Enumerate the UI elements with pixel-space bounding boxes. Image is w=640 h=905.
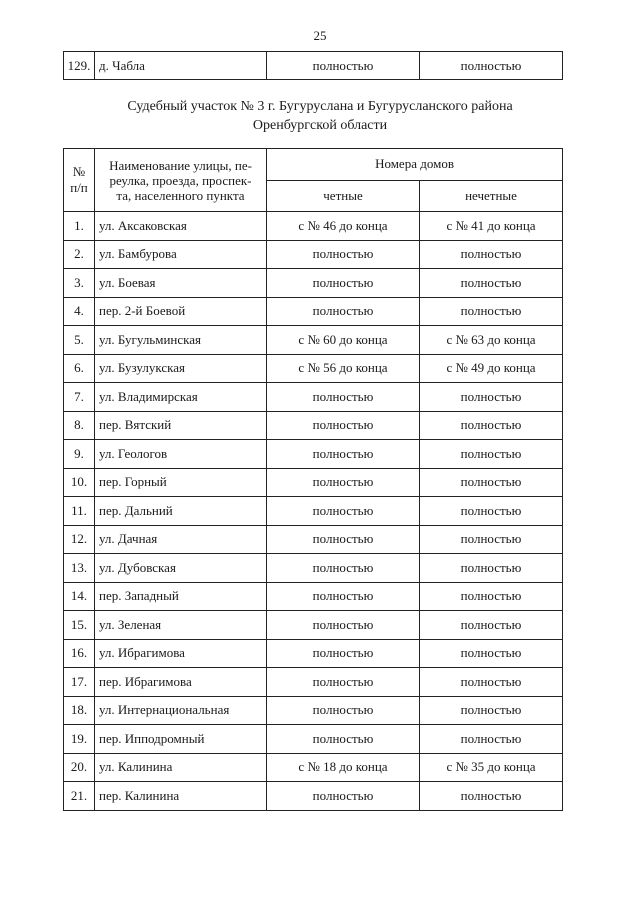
table-row [64,582,563,611]
row-even: полностью [267,411,420,440]
row-odd: полностью [420,582,563,611]
row-number: 1. [64,212,95,241]
row-even: полностью [267,611,420,640]
table-row [64,52,563,80]
header-number-line2: п/п [70,180,88,195]
row-number: 16. [64,639,95,668]
table-row [64,212,563,241]
page-number: 25 [313,28,327,43]
table-row [64,725,563,754]
table-row [64,753,563,782]
row-odd: полностью [420,639,563,668]
row-even: с № 60 до конца [267,326,420,355]
section-title [0,97,640,135]
row-name: ул. Ибрагимова [95,639,267,668]
row-odd: полностью [420,725,563,754]
row-odd: полностью [420,554,563,583]
row-even: с № 46 до конца [267,212,420,241]
row-odd: полностью [420,611,563,640]
section-title-line2: Оренбургской области [252,118,388,133]
row-number: 5. [64,326,95,355]
header-number [64,149,95,212]
row-number: 15. [64,611,95,640]
row-even: полностью [267,582,420,611]
row-odd: полностью [420,411,563,440]
row-name: пер. Ипподромный [95,725,267,754]
row-number: 8. [64,411,95,440]
row-number: 19. [64,725,95,754]
row-name: ул. Интернациональная [95,696,267,725]
table-row [64,269,563,298]
section-title-line1: Судебный участок № 3 г. Бугуруслана и Бугурусланского района [127,99,513,114]
row-odd: полностью [420,696,563,725]
row-name: пер. Ибрагимова [95,668,267,697]
table-row [64,440,563,469]
row-even: полностью [267,668,420,697]
header-name-line1: Наименование улицы, пе- [109,157,252,173]
row-even: полностью [267,696,420,725]
row-number: 13. [64,554,95,583]
table-row [64,297,563,326]
row-odd: полностью [420,297,563,326]
row-number: 129. [64,52,95,80]
table-row [64,525,563,554]
table-row [64,668,563,697]
header-houses: Номера домов [267,149,563,181]
row-number: 3. [64,269,95,298]
previous-table-fragment [63,51,563,80]
row-name: ул. Бугульминская [95,326,267,355]
row-odd: полностью [420,782,563,811]
row-number: 12. [64,525,95,554]
row-even: с № 18 до конца [267,753,420,782]
header-number-line1: № [72,164,86,179]
row-even: полностью [267,297,420,326]
row-even: полностью [267,639,420,668]
row-even: полностью [267,269,420,298]
table-row [64,240,563,269]
row-name: ул. Геологов [95,440,267,469]
row-name: ул. Владимирская [95,383,267,412]
row-name: пер. Калинина [95,782,267,811]
row-odd: полностью [420,497,563,526]
row-name: пер. Вятский [95,411,267,440]
row-number: 11. [64,497,95,526]
row-odd: полностью [420,440,563,469]
row-number: 7. [64,383,95,412]
row-odd: полностью [420,240,563,269]
table-row [64,639,563,668]
row-name: пер. Западный [95,582,267,611]
header-odd: нечетные [420,180,563,212]
header-name-line2: реулка, проезда, проспек- [109,172,252,188]
header-even: четные [267,180,420,212]
row-odd: полностью [420,52,563,80]
row-number: 10. [64,468,95,497]
row-name: ул. Дачная [95,525,267,554]
row-odd: полностью [420,383,563,412]
header-name [95,149,267,212]
table-row [64,497,563,526]
row-name: ул. Боевая [95,269,267,298]
table-row [64,782,563,811]
row-number: 21. [64,782,95,811]
table-row [64,696,563,725]
row-name: пер. 2-й Боевой [95,297,267,326]
row-number: 18. [64,696,95,725]
row-even: полностью [267,497,420,526]
row-odd: полностью [420,525,563,554]
streets-table [63,148,563,811]
row-even: полностью [267,440,420,469]
row-odd: полностью [420,668,563,697]
row-odd: с № 49 до конца [420,354,563,383]
row-even: полностью [267,725,420,754]
table-row [64,383,563,412]
row-even: полностью [267,782,420,811]
row-number: 9. [64,440,95,469]
table-header-row [64,149,563,181]
table-row [64,354,563,383]
row-odd: полностью [420,468,563,497]
table-row [64,411,563,440]
row-name: ул. Аксаковская [95,212,267,241]
row-number: 4. [64,297,95,326]
row-name: ул. Зеленая [95,611,267,640]
row-odd: с № 41 до конца [420,212,563,241]
row-name: пер. Дальний [95,497,267,526]
table-row [64,468,563,497]
row-even: полностью [267,468,420,497]
row-odd: полностью [420,269,563,298]
row-number: 6. [64,354,95,383]
row-name: д. Чабла [95,52,267,80]
row-name: ул. Бузулукская [95,354,267,383]
row-name: ул. Дубовская [95,554,267,583]
row-even: полностью [267,383,420,412]
row-even: полностью [267,554,420,583]
table-row [64,554,563,583]
row-name: ул. Калинина [95,753,267,782]
row-number: 2. [64,240,95,269]
row-even: полностью [267,525,420,554]
row-name: пер. Горный [95,468,267,497]
header-name-line3: та, населенного пункта [116,187,245,203]
row-even: с № 56 до конца [267,354,420,383]
row-number: 17. [64,668,95,697]
row-number: 20. [64,753,95,782]
row-even: полностью [267,52,420,80]
row-even: полностью [267,240,420,269]
row-odd: с № 35 до конца [420,753,563,782]
row-name: ул. Бамбурова [95,240,267,269]
row-odd: с № 63 до конца [420,326,563,355]
table-row [64,611,563,640]
table-row [64,326,563,355]
row-number: 14. [64,582,95,611]
